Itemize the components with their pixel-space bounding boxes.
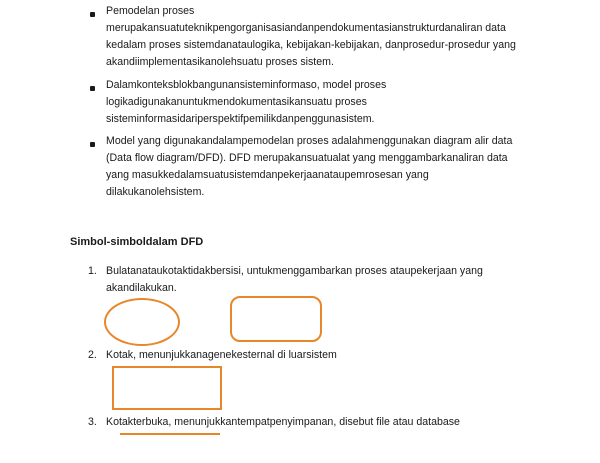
paragraph-line: akandiimplementasikanolehsuatu proses sistem. — [106, 56, 334, 68]
process-circle-symbol — [104, 298, 180, 346]
numbered-item-text — [106, 263, 483, 297]
paragraph-line: sisteminformasidariperspektifpemilikdanpenggunasistem. — [106, 113, 375, 125]
data-store-open-rectangle-symbol — [120, 433, 220, 463]
paragraph-line: Dalamkonteksblokbangunansisteminformaso, model proses — [106, 79, 387, 91]
bullet-marker — [90, 86, 95, 91]
external-entity-rectangle-symbol — [112, 366, 222, 410]
paragraph-line: merupakansuatuteknikpengorganisasiandanpendokumentasianstrukturdanaliran data — [106, 22, 506, 34]
process-rounded-rectangle-symbol — [230, 296, 322, 342]
numbered-line: Bulatanataukotaktidakbersisi, untukmenggambarkan proses ataupekerjaan yang — [106, 265, 483, 277]
paragraph-line: (Data flow diagram/DFD). DFD merupakansuatualat yang menggambarkanaliran data — [106, 152, 508, 164]
paragraph-line: kedalam proses sistemdanataulogika, kebijakan-kebijakan, danprosedur-prosedur yang — [106, 39, 516, 51]
paragraph-line: yang masukkedalamsuatusistemdanpekerjaanataupemrosesan yang — [106, 169, 429, 181]
numbered-line: Kotakterbuka, menunjukkantempatpenyimpanan, disebut file atau database — [106, 416, 460, 428]
list-number: 2. — [88, 349, 97, 361]
section-heading: Simbol-simboldalam DFD — [70, 236, 204, 248]
paragraph-pemodelan-proses — [106, 3, 546, 71]
bullet-marker — [90, 142, 95, 147]
bullet-marker — [90, 12, 95, 17]
paragraph-line: Model yang digunakandalampemodelan proses adalahmenggunakan diagram alir data — [106, 135, 513, 147]
list-number: 3. — [88, 416, 97, 428]
numbered-line: Kotak, menunjukkanagenekesternal di luarsistem — [106, 349, 337, 361]
paragraph-konteks — [106, 77, 546, 128]
paragraph-dfd — [106, 133, 546, 201]
paragraph-line: dilakukanolehsistem. — [106, 186, 205, 198]
numbered-item-text — [106, 347, 337, 364]
paragraph-line: Pemodelan proses — [106, 5, 195, 17]
numbered-line: akandilakukan. — [106, 282, 177, 294]
paragraph-line: logikadigunakanuntukmendokumentasikansuatu proses — [106, 96, 367, 108]
list-number: 1. — [88, 265, 97, 277]
numbered-item-text — [106, 414, 460, 431]
